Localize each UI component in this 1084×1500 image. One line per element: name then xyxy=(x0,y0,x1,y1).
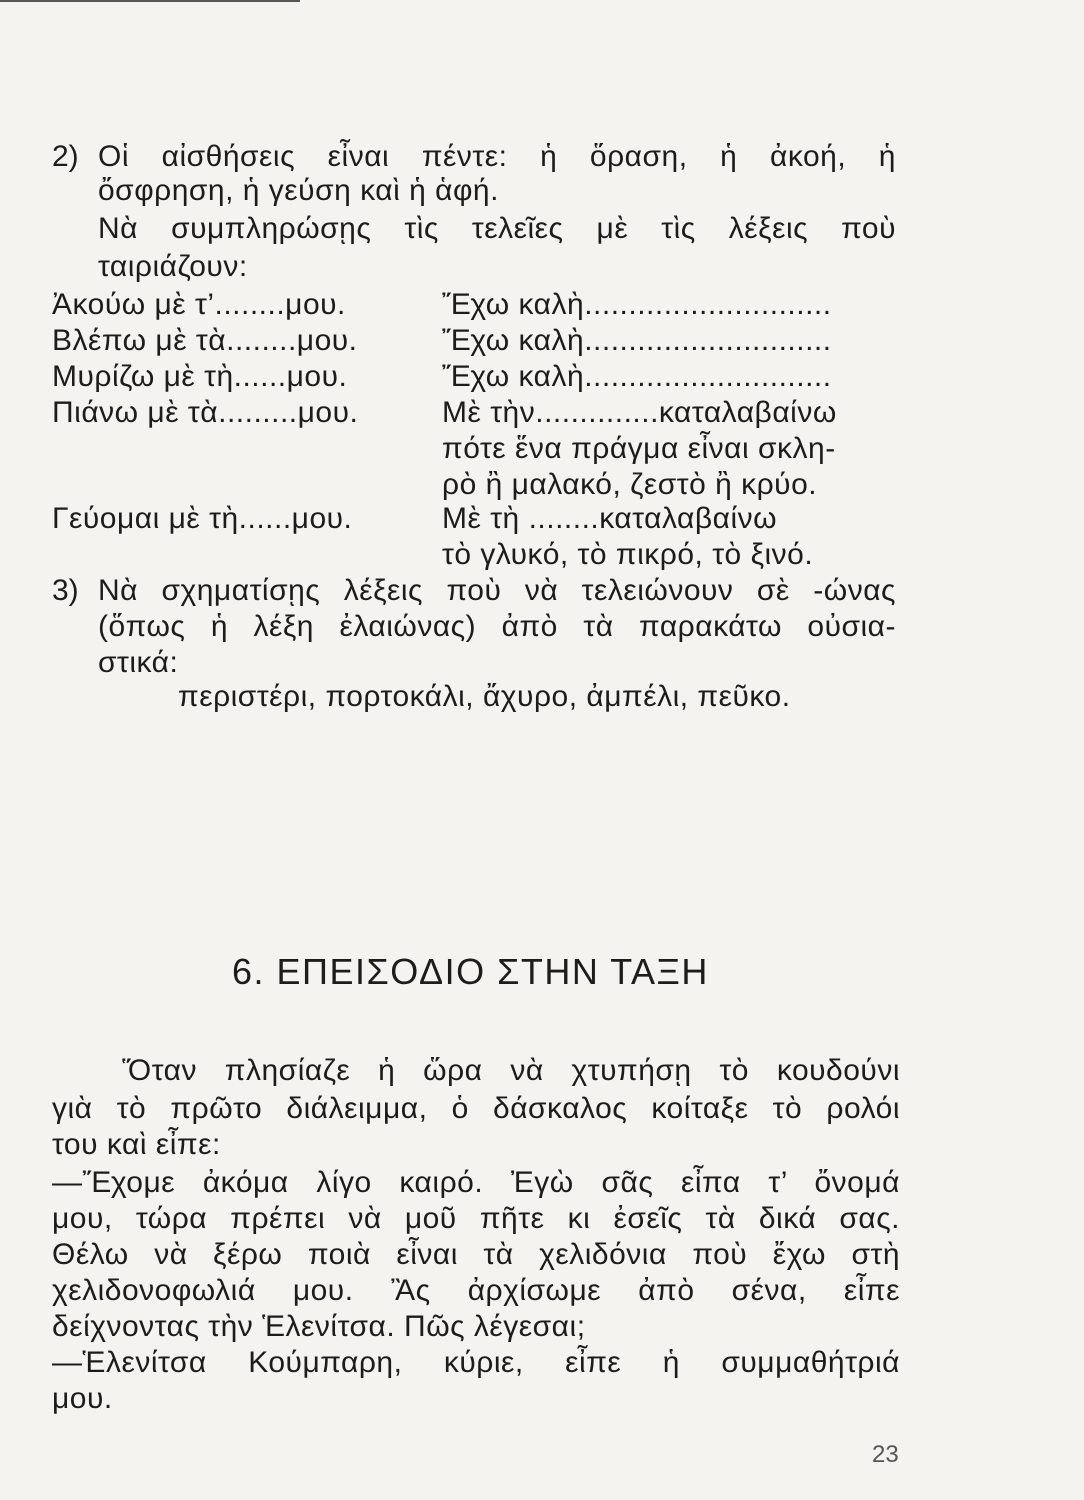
sense-row-right: Ἔχω καλὴ............................ xyxy=(442,324,832,357)
exercise-2-intro-line-1: Οἱ αἰσθήσεις εἶναι πέντε: ἡ ὅραση, ἡ ἀκοή, ἡ xyxy=(98,140,896,173)
chapter-title: 6. ΕΠΕΙΣΟΔΙΟ ΣΤΗΝ ΤΑΞΗ xyxy=(232,951,709,992)
sense-row-left: Βλέπω μὲ τὰ........μου. xyxy=(52,324,358,357)
story-line: Ὅταν πλησίαζε ἡ ὥρα νὰ χτυπήσῃ τὸ κουδούνι xyxy=(122,1054,900,1087)
sense-row-left: Ἀκούω μὲ τ’........μου. xyxy=(52,288,346,321)
exercise-2-intro-line-2: ὄσφρηση, ἡ γεύση καὶ ἡ ἁφή. xyxy=(98,174,499,207)
exercise-3-word-list: περιστέρι, πορτοκάλι, ἄχυρο, ἀμπέλι, πεῦκο. xyxy=(178,680,791,713)
exercise-3-line-1: Νὰ σχηματίσῃς λέξεις ποὺ νὰ τελειώνουν σὲ -ώνας xyxy=(98,574,896,607)
story-line: —Ἔχομε ἀκόμα λίγο καιρό. Ἐγὼ σᾶς εἶπα τ’ ὄνομά xyxy=(52,1166,900,1199)
sense-row-right: Ἔχω καλὴ............................ xyxy=(442,288,832,321)
page-number: 23 xyxy=(872,1441,899,1468)
story-line: μου, τώρα πρέπει νὰ μοῦ πῆτε κι ἐσεῖς τὰ δικά σας. xyxy=(52,1202,900,1235)
exercise-3-line-3: στικά: xyxy=(98,646,179,679)
story-line: μου. xyxy=(52,1382,113,1415)
exercise-3-number: 3) xyxy=(52,574,79,607)
story-line: χελιδονοφωλιά μου. Ἂς ἀρχίσωμε ἀπὸ σένα, εἶπε xyxy=(52,1274,900,1307)
sense-row-right: πότε ἕνα πράγμα εἶναι σκλη- xyxy=(442,432,836,465)
sense-row-right: τὸ γλυκό, τὸ πικρό, τὸ ξινό. xyxy=(442,538,814,571)
sense-row-left: Μυρίζω μὲ τὴ......μου. xyxy=(52,360,348,393)
sense-row-left: Γεύομαι μὲ τὴ......μου. xyxy=(52,502,353,535)
story-line: του καὶ εἶπε: xyxy=(52,1128,221,1161)
exercise-3-line-2: (ὅπως ἡ λέξη ἐλαιώνας) ἀπὸ τὰ παρακάτω οὐσια- xyxy=(98,610,896,643)
story-line: —Ἑλενίτσα Κούμπαρη, κύριε, εἶπε ἡ συμμαθήτριά xyxy=(52,1346,900,1379)
exercise-2-instruction-line-2: ταιριάζουν: xyxy=(98,250,248,283)
story-line: δείχνοντας τὴν Ἑλενίτσα. Πῶς λέγεσαι; xyxy=(52,1310,586,1343)
story-line: Θέλω νὰ ξέρω ποιὰ εἶναι τὰ χελιδόνια ποὺ ἔχω στὴ xyxy=(52,1238,900,1271)
story-line: γιὰ τὸ πρῶτο διάλειμμα, ὁ δάσκαλος κοίταξε τὸ ρολόι xyxy=(52,1092,900,1125)
sense-row-left: Πιάνω μὲ τὰ.........μου. xyxy=(52,396,359,429)
top-rule xyxy=(0,0,300,2)
sense-row-right: Μὲ τὴ ........καταλαβαίνω xyxy=(442,502,778,535)
exercise-2-instruction-line-1: Νὰ συμπληρώσῃς τὶς τελεῖες μὲ τὶς λέξεις ποὺ xyxy=(98,212,896,245)
sense-row-right: Ἔχω καλὴ............................ xyxy=(442,360,832,393)
sense-row-right: Μὲ τὴν..............καταλαβαίνω xyxy=(442,396,837,429)
sense-row-right: ρὸ ἢ μαλακό, ζεστὸ ἢ κρύο. xyxy=(442,468,818,501)
exercise-2-number: 2) xyxy=(52,140,79,173)
